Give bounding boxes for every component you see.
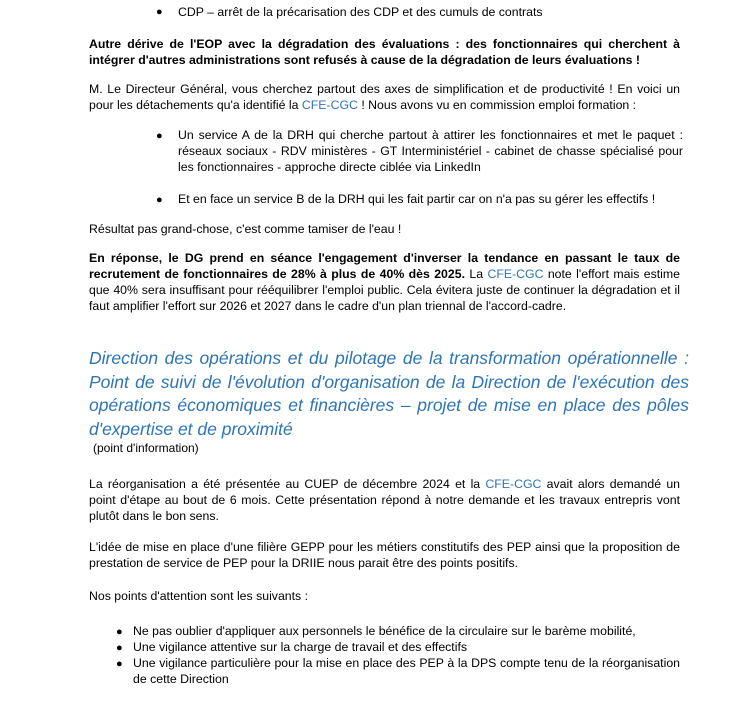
cfe-cgc-name: CFE-CGC xyxy=(301,98,358,112)
attention-item: Une vigilance particulière pour la mise en place des PEP à la DPS compte tenu de la réorganisation de cette Direction xyxy=(133,656,680,686)
section-heading: Direction des opérations et du pilotage de la transformation opérationnelle : Point de suivi de l'évolution d'organisation de la Direction de l'exécution des opérations économiques et financières – projet de mise en place des pôles d'expertise et de proximité xyxy=(89,348,689,439)
cdp-bullet: CDP – arrêt de la précarisation des CDP et des cumuls de contrats xyxy=(178,5,543,19)
bullet-dot-icon: ● xyxy=(116,626,123,638)
service-a-item: Un service A de la DRH qui cherche partout à attirer les fonctionnaires et met le paquet : réseaux sociaux - RDV ministères - GT Interministériel - cabinet de chasse spécialisé pour les fonctionnaires - approche directe ciblée via LinkedIn xyxy=(178,128,683,174)
bullet-dot-icon: ● xyxy=(116,658,123,670)
dg-intro-text-end: ! Nous avons vu en commission emploi formation : xyxy=(357,98,637,112)
bullet-dot-icon: ● xyxy=(156,130,163,142)
response-bold-text: En réponse, le DG prend en séance l'engagement d'inverser la tendance en passant le taux de recrutement de fonctionnaires de 28% à plus de 40% dès 2025. xyxy=(89,251,680,281)
dg-intro-paragraph xyxy=(89,81,680,113)
attention-item: Une vigilance attentive sur la charge de travail et des effectifs xyxy=(133,640,468,654)
eop-warning: Autre dérive de l'EOP avec la dégradation des évaluations : des fonctionnaires qui cherchent à intégrer d'autres administrations sont refusés à cause de la dégradation de leurs évaluations ! xyxy=(89,37,680,67)
gepp-paragraph: L'idée de mise en place d'une filière GEPP pour les métiers constitutifs des PEP ainsi que la proposition de prestation de service de PEP pour la DRIIE nous parait être des points positifs. xyxy=(89,540,680,570)
reorg-text-end: avait alors demandé un point d'étape au bout de 6 mois. Cette présentation répond à notre demande et les travaux entrepris vont plutôt dans le bon sens. xyxy=(89,477,681,523)
bullet-dot-icon: ● xyxy=(156,194,163,206)
reorg-paragraph xyxy=(89,476,680,524)
cfe-cgc-name: CFE-CGC xyxy=(487,267,544,281)
reorg-text: La réorganisation a été présentée au CUEP de décembre 2024 et la xyxy=(89,477,486,491)
service-b-item: Et en face un service B de la DRH qui les fait partir car on n'a pas su gérer les effectifs ! xyxy=(178,192,656,206)
response-text: note l'effort mais estime que 40% sera insuffisant pour rééquilibrer l'emploi public. Cela évitera juste de continuer la dégradation et il faut amplifier l'effort sur 2026 et 2027 dans le cadre d'un plan triennal de l'accord-cadre. xyxy=(89,267,680,313)
response-paragraph xyxy=(89,250,680,314)
attention-intro: Nos points d'attention sont les suivants : xyxy=(89,589,309,603)
attention-item: Ne pas oublier d'appliquer aux personnels le bénéfice de la circulaire sur le barème mobilité, xyxy=(133,624,636,638)
result-line: Résultat pas grand-chose, c'est comme tamiser de l'eau ! xyxy=(89,222,402,236)
section-note: (point d'information) xyxy=(93,441,199,455)
dg-intro-text: M. Le Directeur Général, vous cherchez partout des axes de simplification et de productivité ! En voici un pour les détachements qu'a identifié la xyxy=(89,82,680,112)
response-mid-text: La xyxy=(464,267,488,281)
cfe-cgc-name: CFE-CGC xyxy=(485,477,542,491)
bullet-dot-icon: ● xyxy=(116,642,123,654)
bullet-dot-icon: ● xyxy=(156,6,163,18)
